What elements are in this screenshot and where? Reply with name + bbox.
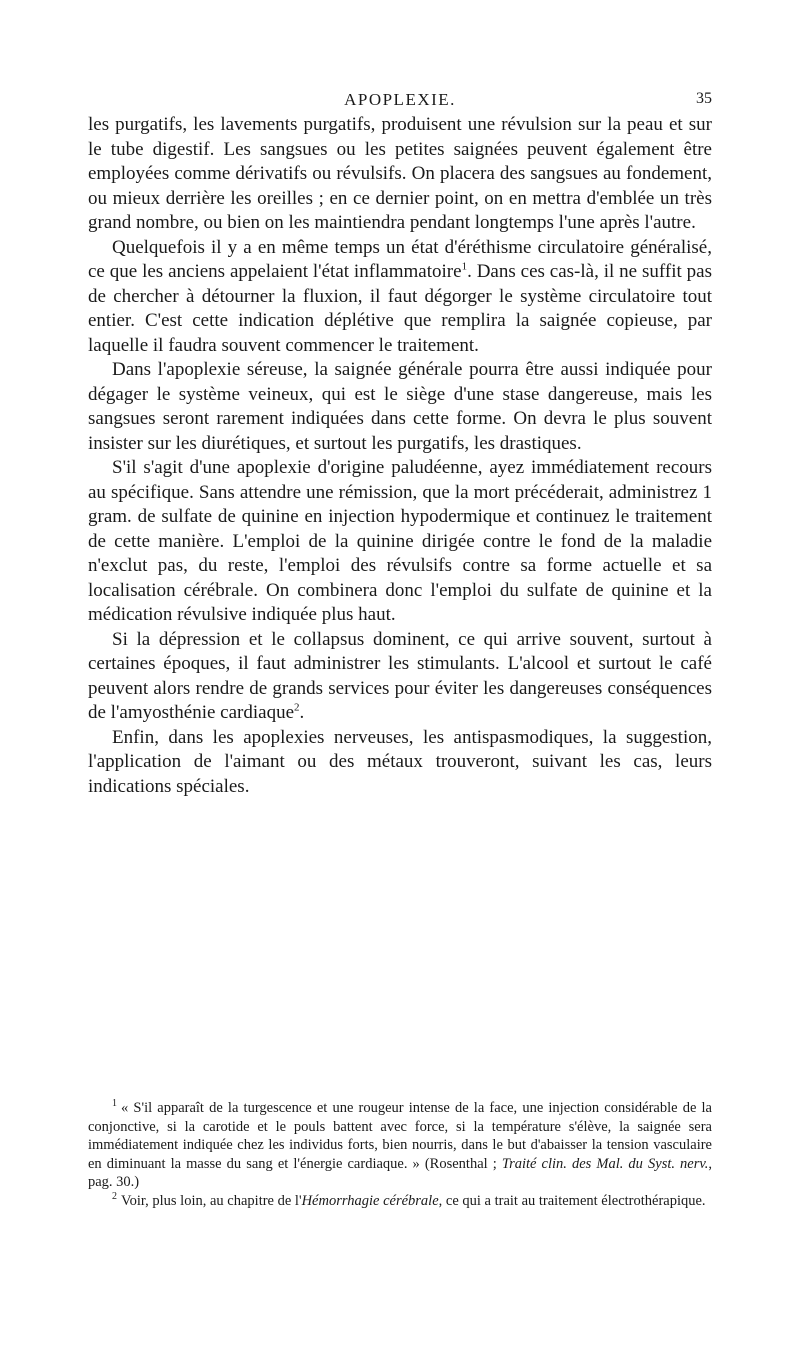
paragraph-1-text: les purgatifs, les lavements purgatifs, produisent une révulsion sur la peau et sur le tube digestif. Les sangsues ou les petites saignées peuvent également être employées comme dérivatifs ou révulsifs. On placera des sangsues au fondement, ou mieux derrière les oreilles ; en ce dernier point, on en mettra d'emblée un très grand nombre, ou bien on les maintiendra pendant longtemps l'une après l'autre. xyxy=(88,114,712,233)
footnote-1-mark: 1 xyxy=(112,1098,117,1110)
paragraph-2-text-after: . Dans ces cas-là, il ne suffit pas de chercher à détourner la fluxion, il faut dégorger le système circulatoire tout entier. C'est cette indication déplétive que remplira la saignée copieuse, par laquelle il faudra souvent commencer le traitement. xyxy=(88,261,712,356)
paragraph-3 xyxy=(88,358,712,456)
footnote-1-text: « S'il apparaît de la turgescence et une rougeur intense de la face, une injection considérable de la conjonctive, si la carotide et le pouls battent avec force, si la température s'élève, la saignée sera immédiatement indiquée chez les individus forts, bien nourris, dans le but d'abaisser la tension vasculaire en diminuant la masse du sang et l'énergie cardiaque. » (Rosenthal ; xyxy=(88,1100,712,1172)
footnotes xyxy=(88,1099,712,1210)
footnote-1-text-after: , pag. 30.) xyxy=(88,1155,712,1190)
footnote-1-italic: Traité clin. des Mal. du Syst. nerv. xyxy=(501,1155,709,1172)
footnote-2-text: Voir, plus loin, au chapitre de l' xyxy=(121,1192,302,1209)
footnote-ref-1: 1 xyxy=(461,260,468,273)
paragraph-2 xyxy=(88,236,712,359)
footnote-1 xyxy=(88,1099,712,1192)
footnote-2 xyxy=(88,1192,712,1211)
footnote-2-mark: 2 xyxy=(112,1190,117,1202)
paragraph-3-text: Dans l'apoplexie séreuse, la saignée générale pourra être aussi indiquée pour dégager le système veineux, qui est le siège d'une stase dangereuse, mais les sangsues seront rarement indiquées dans cette forme. On devra le plus souvent insister sur les diurétiques, et surtout les purgatifs, les drastiques. xyxy=(88,359,712,454)
running-title: APOPLEXIE. xyxy=(344,90,456,109)
footnote-ref-2: 2 xyxy=(294,701,300,714)
paragraph-6-text: Enfin, dans les apoplexies nerveuses, les antispasmodiques, la suggestion, l'application de l'aimant ou des métaux trouveront, suivant les cas, leurs indications spéciales. xyxy=(88,726,712,797)
paragraph-4-text: S'il s'agit d'une apoplexie d'origine paludéenne, ayez immédiatement recours au spécifique. Sans attendre une rémission, que la mort précéderait, administrez 1 gram. de sulfate de quinine en injection hypodermique et continuez le traitement de cette manière. L'emploi de la quinine dirigée contre le fond de la maladie n'exclut pas, du reste, l'emploi des révulsifs contre sa forme actuelle et sa localisation cérébrale. On combinera donc l'emploi du sulfate de quinine et la médication révulsive indiquée plus haut. xyxy=(88,457,712,625)
paragraph-5 xyxy=(88,628,712,726)
body-text xyxy=(88,113,712,799)
paragraph-2-text: Quelquefois il y a en même temps un état d'éréthisme circulatoire généralisé, ce que les anciens appelaient l'état inflammatoire xyxy=(88,236,712,282)
paragraph-5-text-after: . xyxy=(299,702,305,723)
page-number: 35 xyxy=(696,90,712,107)
paragraph-1 xyxy=(88,113,712,236)
footnote-2-italic: Hémorrhagie cérébrale xyxy=(301,1192,439,1209)
paragraph-6 xyxy=(88,726,712,800)
footnote-2-text-after: , ce qui a trait au traitement électrothérapique. xyxy=(438,1192,706,1209)
paragraph-4 xyxy=(88,456,712,628)
running-head xyxy=(88,90,712,114)
paragraph-5-text: Si la dépression et le collapsus dominent, ce qui arrive souvent, surtout à certaines époques, il faut administrer les stimulants. L'alcool et surtout le café peuvent alors rendre de grands services pour éviter les dangereuses conséquences de l'amyosthénie cardiaque xyxy=(88,628,712,723)
